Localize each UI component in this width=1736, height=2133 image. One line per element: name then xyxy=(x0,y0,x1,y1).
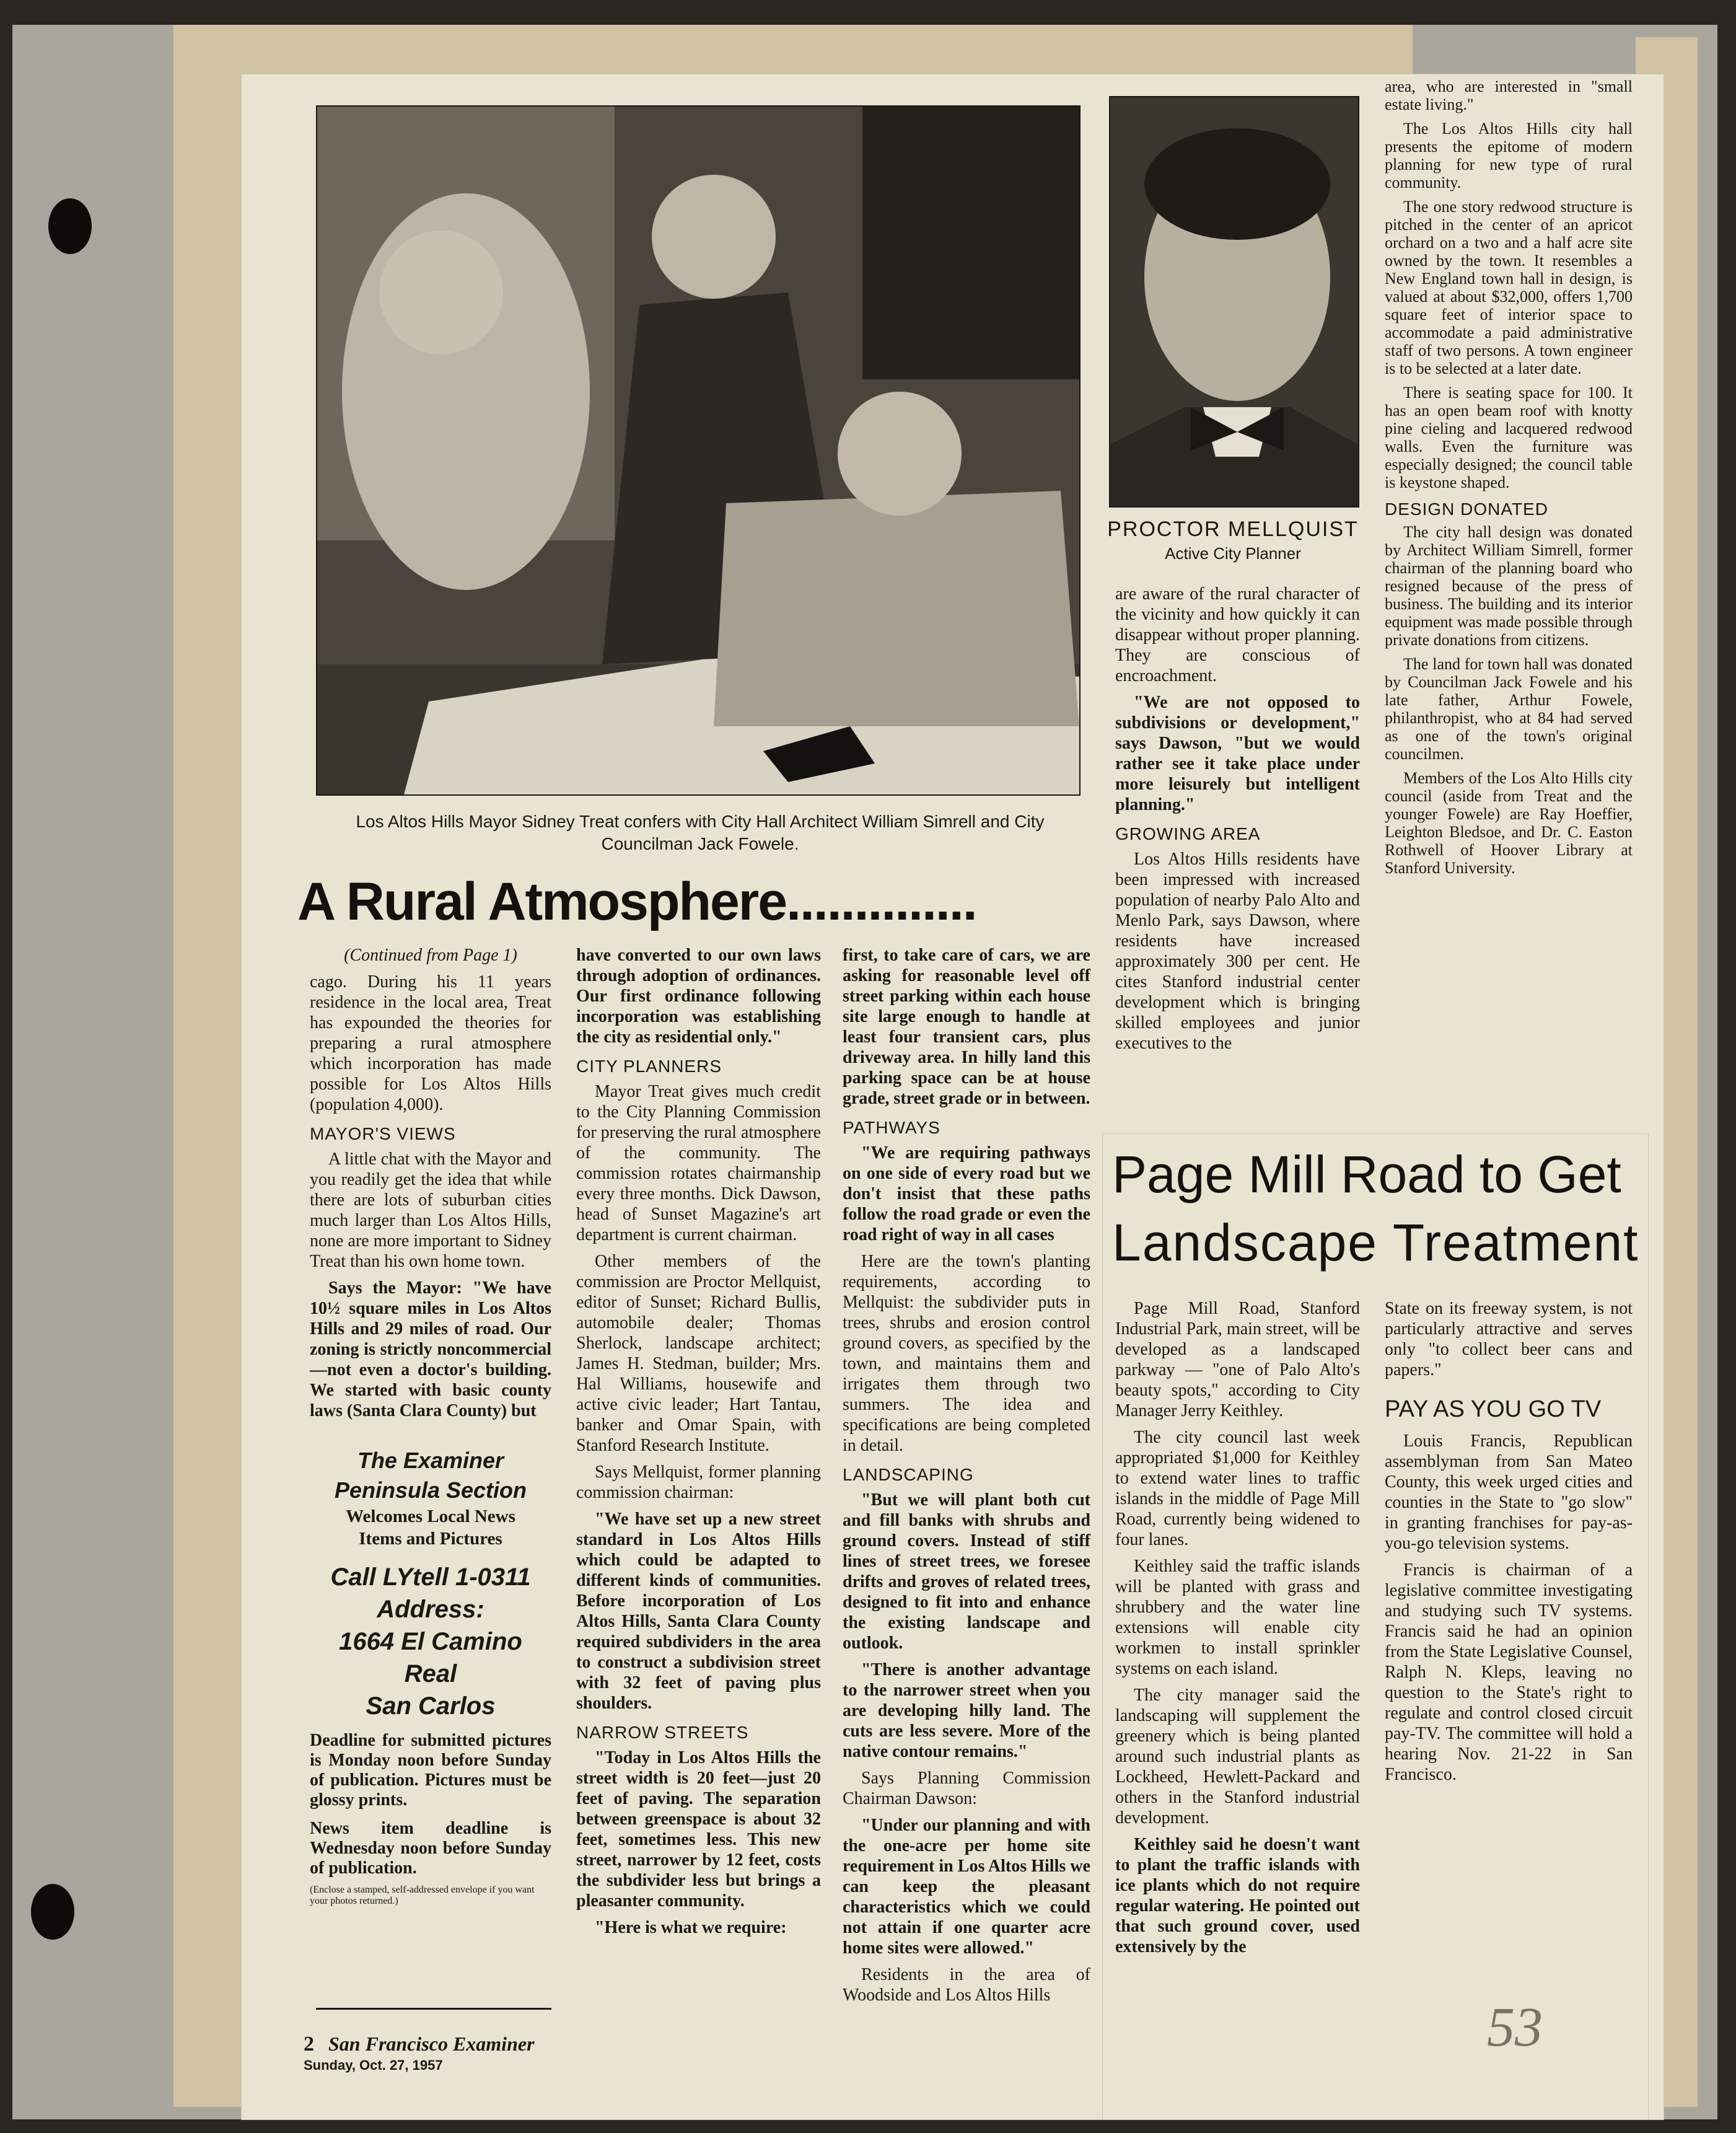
paragraph: are aware of the rural character of the vicinity and how quickly it can disappear without proper planning. They are conscious of encroachment. xyxy=(1115,584,1360,685)
promo-line-2: Peninsula Section xyxy=(334,1477,527,1503)
portrait-name: PROCTOR MELLQUIST xyxy=(1107,517,1359,541)
paragraph: The Los Altos Hills city hall presents the epitome of modern planning for new type of rural community. xyxy=(1385,120,1633,191)
article1-column-1 xyxy=(310,945,551,1907)
promo-phone: Call LYtell 1-0311 xyxy=(330,1563,531,1591)
paragraph: Keithley said he doesn't want to plant the traffic islands with ice plants which do not require regular watering. He pointed out that such ground cover, used extensively by the xyxy=(1115,1835,1360,1956)
binder-hole-top xyxy=(48,198,92,254)
paragraph: Mayor Treat gives much credit to the City Planning Commission for preserving the rural atmosphere of the community. The commission rotates chairmanship every three months. Dick Dawson, head of Sunset Magazine's art department is current chairman. xyxy=(576,1082,821,1244)
promo-line-4: Items and Pictures xyxy=(359,1529,502,1549)
paragraph: The land for town hall was donated by Councilman Jack Fowele and his late father, Arthur Fowele, philanthropist, who at 84 had served as one of the town's original councilmen. xyxy=(1385,655,1633,763)
article1-column-5 xyxy=(1385,77,1633,883)
paragraph: Louis Francis, Republican assemblyman from San Mateo County, this week urged cities and counties in the State to "go slow" in granting franchises for pay-as-you-go television systems. xyxy=(1385,1432,1633,1553)
examiner-promo-box xyxy=(310,1446,551,1907)
headline-rural-atmosphere: A Rural Atmosphere.............. xyxy=(297,872,976,931)
paragraph: "Today in Los Altos Hills the street width is 20 feet—just 20 feet of paving. The separation between greenspace is about 32 feet, sometimes less. This new street, narrower by 12 feet, costs the subdivider less but brings a pleasanter community. xyxy=(576,1748,821,1911)
footer-masthead: San Francisco Examiner xyxy=(328,2033,535,2055)
photo-city-hall-meeting xyxy=(316,105,1081,796)
headline-page-mill-line-1: Page Mill Road to Get xyxy=(1112,1145,1621,1203)
subhead-narrow-streets: NARROW STREETS xyxy=(576,1723,749,1742)
article2-column-1 xyxy=(1115,1298,1360,1963)
paragraph: area, who are interested in "small estate living." xyxy=(1385,77,1633,113)
paragraph: State on its freeway system, is not particularly attractive and serves only "to collect beer cans and papers." xyxy=(1385,1299,1633,1379)
paragraph: A little chat with the Mayor and you readily get the idea that while there are lots of suburban cities much larger than Los Altos Hills, none are more important to Sidney Treat than his own home town. xyxy=(310,1150,551,1271)
portrait-proctor-mellquist xyxy=(1109,96,1359,508)
article2-column-2 xyxy=(1385,1298,1633,1791)
promo-city: San Carlos xyxy=(366,1692,496,1720)
paragraph: "We have set up a new street standard in Los Altos Hills which could be adapted to different kinds of communities. Before incorporation of Los Altos Hills, Santa Clara County required subdividers in the area to construct a subdivision street with 32 feet of paving plus shoulders. xyxy=(576,1510,821,1713)
paragraph: "We are not opposed to subdivisions or development," says Dawson, "but we would rather see it take place under more leisurely but intelligent planning." xyxy=(1115,693,1360,814)
paragraph: Says Mellquist, former planning commission chairman: xyxy=(576,1462,821,1502)
paragraph: cago. During his 11 years residence in the local area, Treat has expounded the theories for preparing a rural atmosphere which incorporation has made possible for Los Altos Hills (population 4,000). xyxy=(310,972,551,1114)
tape-strip-left xyxy=(173,99,242,2107)
footer-page-number: 2 xyxy=(304,2033,314,2056)
subhead-pathways: PATHWAYS xyxy=(843,1118,940,1137)
promo-line-3: Welcomes Local News xyxy=(346,1506,515,1526)
paragraph: Keithley said the traffic islands will be planted with grass and shrubbery and the water line extensions will enable city workmen to install sprinkler systems on each island. xyxy=(1115,1557,1360,1678)
headline-page-mill-line-2: Landscape Treatment xyxy=(1112,1213,1639,1272)
subhead-growing-area: GROWING AREA xyxy=(1115,824,1261,843)
subhead-design-donated: DESIGN DONATED xyxy=(1385,499,1548,519)
portrait-figure xyxy=(1110,97,1358,506)
paragraph: Says the Mayor: "We have 10½ square miles in Los Altos Hills and 29 miles of road. Our zoning is strictly noncommercial—not even a doctor's building. We started with basic county laws (Santa Clara County) but xyxy=(310,1278,551,1420)
paragraph: The city council last week appropriated $1,000 for Keithley to extend water lines to traffic islands in the middle of Page Mill Road, currently being widened to four lanes. xyxy=(1115,1428,1360,1549)
photo-figures xyxy=(317,107,1079,794)
paragraph: Says Planning Commission Chairman Dawson: xyxy=(843,1769,1090,1808)
promo-line-1: The Examiner xyxy=(357,1448,504,1473)
paragraph: "But we will plant both cut and fill banks with shrubs and ground covers. Instead of stiff lines of street trees, we foresee drifts and groves of related trees, designed to fit into and enhance the existing landscape and outlook. xyxy=(843,1490,1090,1653)
promo-deadline-pictures: Deadline for submitted pictures is Monday noon before Sunday of publication. Pictures must be glossy prints. xyxy=(310,1731,551,1810)
subhead-landscaping: LANDSCAPING xyxy=(843,1465,974,1484)
article1-column-4 xyxy=(1115,584,1360,1060)
promo-envelope-note: (Enclose a stamped, self-addressed envelope if you want your photos returned.) xyxy=(310,1885,535,1906)
subhead-mayors-views: MAYOR'S VIEWS xyxy=(310,1124,456,1143)
paragraph: Page Mill Road, Stanford Industrial Park, main street, will be developed as a landscaped parkway — "one of Palo Alto's beauty spots," according to City Manager Jerry Keithley. xyxy=(1115,1299,1360,1420)
promo-address-label: Address: xyxy=(377,1596,484,1623)
photo-caption: Los Altos Hills Mayor Sidney Treat confers with City Hall Architect William Simrell and City Councilman Jack Fowele. xyxy=(356,812,1045,853)
binder-hole-bottom xyxy=(31,1884,74,1940)
paragraph: "Under our planning and with the one-acre per home site requirement in Los Altos Hills we can keep the pleasant characteristics which we could not attain if one quarter acre home sites were allowed." xyxy=(843,1816,1090,1958)
paragraph: There is seating space for 100. It has an open beam roof with knotty pine cieling and lacquered redwood walls. Even the furniture was especially designed; the council table is keystone shaped. xyxy=(1385,384,1633,491)
paragraph: Francis is chairman of a legislative committee investigating and studying such TV systems. Francis said he had an opinion from the State Legislative Counsel, Ralph N. Kleps, leaving no question to the State's right to regulate and control closed circuit pay-TV. The committee will hold a hearing Nov. 21-22 in San Francisco. xyxy=(1385,1560,1633,1784)
paragraph: Here are the town's planting requirements, according to Mellquist: the subdivider puts in trees, shrubs and erosion control ground covers, as specified by the town, and maintains them and irrigates them through two summers. The idea and specifications are being completed in detail. xyxy=(843,1252,1090,1455)
paragraph: first, to take care of cars, we are asking for reasonable level off street parking within each house site large enough to handle at least four transient cars, plus driveway area. In hilly land this parking space can be at house grade, street grade or in between. xyxy=(843,946,1090,1108)
promo-deadline-news: News item deadline is Wednesday noon before Sunday of publication. xyxy=(310,1819,551,1878)
paragraph: Los Altos Hills residents have been impressed with increased population of nearby Palo Alto and Menlo Park, says Dawson, where residents have increased approximately 300 per cent. He cites Stanford industrial center development which is bringing skilled employees and junior executives to the xyxy=(1115,850,1360,1053)
paragraph: Other members of the commission are Proctor Mellquist, editor of Sunset; Richard Bullis, automobile dealer; Thomas Sherlock, landscape architect; James H. Stedman, builder; Mrs. Hal Williams, housewife and active civic leader; Hart Tantau, banker and Omar Spain, with Stanford Research Institute. xyxy=(576,1252,821,1455)
footer-rule xyxy=(316,2008,551,2010)
handwritten-page-number: 53 xyxy=(1487,1997,1543,2058)
paragraph: Residents in the area of Woodside and Los Altos Hills xyxy=(843,1965,1090,2005)
paragraph: The city manager said the landscaping will supplement the greenery which is being planted around such industrial plants as Lockheed, Hewlett-Packard and others in the Stanford industrial development. xyxy=(1115,1686,1360,1827)
continued-note: (Continued from Page 1) xyxy=(344,946,517,965)
footer-date: Sunday, Oct. 27, 1957 xyxy=(304,2057,443,2073)
subhead-city-planners: CITY PLANNERS xyxy=(576,1057,722,1076)
paragraph: The city hall design was donated by Architect William Simrell, former chairman of the planning board who resigned because of the press of business. The building and its interior equipment was made possible through private donations from citizens. xyxy=(1385,523,1633,649)
paragraph: have converted to our own laws through adoption of ordinances. Our first ordinance following incorporation was establishing the city as residential only." xyxy=(576,946,821,1047)
paragraph: "We are requiring pathways on one side of every road but we don't insist that these paths follow the road grade or even the road right of way in all cases xyxy=(843,1143,1090,1244)
portrait-title: Active City Planner xyxy=(1165,544,1301,563)
paragraph: Members of the Los Alto Hills city council (aside from Treat and the younger Fowele) are Ray Hoeffier, Leighton Bledsoe, and Dr. C. Easton Rothwell of Hoover Library at Stanford University. xyxy=(1385,769,1633,877)
paragraph: "Here is what we require: xyxy=(595,1918,787,1937)
article1-column-2 xyxy=(576,945,821,1944)
article1-column-3 xyxy=(843,945,1090,2012)
headline-pay-as-you-go-tv: PAY AS YOU GO TV xyxy=(1385,1396,1602,1422)
paragraph: "There is another advantage to the narrower street when you are developing hilly land. The cuts are less severe. More of the native contour remains." xyxy=(843,1660,1090,1761)
promo-street: 1664 El Camino Real xyxy=(339,1628,522,1687)
paragraph: The one story redwood structure is pitched in the center of an apricot orchard on a two and a half acre site owned by the town. It resembles a New England town hall in design, is valued at about $32,000, offers 1,700 square feet of interior space to accommodate a paid administrative staff of two persons. A town engineer is to be selected at a later date. xyxy=(1385,198,1633,377)
